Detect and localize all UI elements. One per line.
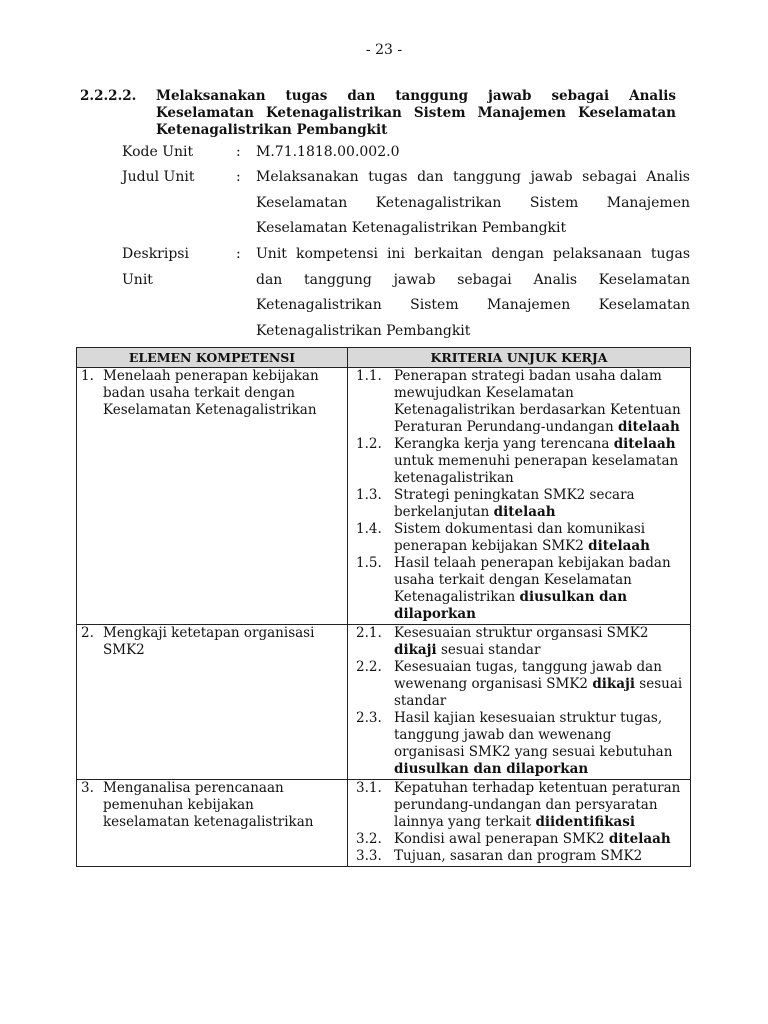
kriteria-text bbox=[394, 436, 686, 487]
kriteria-action-verb: diidentifikasi bbox=[535, 814, 636, 830]
kriteria-text bbox=[394, 625, 686, 659]
competency-table bbox=[76, 347, 691, 867]
kriteria-statement: Strategi peningkatan SMK2 secara berkelanjutan bbox=[394, 487, 635, 520]
elemen-cell bbox=[77, 625, 348, 780]
elemen-cell bbox=[77, 368, 348, 625]
kriteria-statement: Kondisi awal penerapan SMK2 bbox=[394, 831, 605, 847]
elemen-cell bbox=[77, 780, 348, 867]
kriteria-item bbox=[352, 368, 686, 436]
meta-kode-unit bbox=[122, 140, 692, 166]
table-row bbox=[77, 780, 691, 867]
section-title: Melaksanakan tugas dan tanggung jawab sebagai Analis Keselamatan Ketenagalistrikan Sistem Manajemen Keselamatan Ketenagalistrikan Pembangkit bbox=[156, 88, 676, 138]
kriteria-action-verb: diusulkan dan dilaporkan bbox=[394, 589, 628, 622]
kriteria-item bbox=[352, 521, 686, 555]
kriteria-number: 3.2. bbox=[356, 831, 382, 847]
kriteria-number: 1.5. bbox=[356, 555, 382, 571]
kriteria-statement: Hasil telaah penerapan kebijakan badan usaha terkait dengan Keselamatan Ketenagalistrikan bbox=[394, 555, 671, 605]
kriteria-action-verb: ditelaah bbox=[617, 419, 680, 435]
kriteria-statement: Sistem dokumentasi dan komunikasi penerapan kebijakan SMK2 bbox=[394, 521, 646, 554]
elemen-item bbox=[81, 368, 343, 419]
deskripsi-unit-colon: : bbox=[236, 246, 241, 262]
kriteria-text bbox=[394, 555, 686, 623]
kriteria-item bbox=[352, 831, 686, 848]
kriteria-number: 1.1. bbox=[356, 368, 382, 384]
kriteria-item bbox=[352, 436, 686, 487]
kriteria-cell bbox=[348, 368, 691, 625]
kriteria-number: 2.3. bbox=[356, 710, 382, 726]
kriteria-statement: Kesesuaian tugas, tanggung jawab dan wewenang organisasi SMK2 bbox=[394, 659, 662, 692]
kriteria-number: 3.3. bbox=[356, 848, 382, 864]
judul-unit-colon: : bbox=[236, 169, 241, 185]
kriteria-item bbox=[352, 780, 686, 831]
kriteria-item bbox=[352, 659, 686, 710]
kriteria-action-verb: ditelaah bbox=[588, 538, 650, 554]
section-number: 2.2.2.2. bbox=[80, 88, 137, 104]
elemen-item bbox=[81, 780, 343, 831]
kriteria-cell bbox=[348, 625, 691, 780]
judul-unit-value: Melaksanakan tugas dan tanggung jawab sebagai Analis Keselamatan Ketenagalistrikan Sistem Manajemen Keselamatan Ketenagalistrikan Pembangkit bbox=[256, 169, 690, 236]
kriteria-number: 1.3. bbox=[356, 487, 382, 503]
elemen-item bbox=[81, 625, 343, 659]
kriteria-item bbox=[352, 710, 686, 778]
kriteria-statement: Kerangka kerja yang terencana bbox=[394, 436, 610, 452]
kode-unit-value: M.71.1818.00.002.0 bbox=[256, 144, 400, 160]
header-elemen-kompetensi: ELEMEN KOMPETENSI bbox=[77, 348, 348, 368]
kriteria-number: 1.4. bbox=[356, 521, 382, 537]
elemen-number: 1. bbox=[81, 368, 94, 384]
elemen-text: Menganalisa perencanaan pemenuhan kebijakan keselamatan ketenagalistrikan bbox=[103, 780, 314, 830]
kriteria-number: 1.2. bbox=[356, 436, 382, 452]
deskripsi-unit-value: Unit kompetensi ini berkaitan dengan pelaksanaan tugas dan tanggung jawab sebagai Analis Keselamatan Ketenagalistrikan Sistem Manajemen Keselamatan Ketenagalistrikan Pembangkit bbox=[256, 246, 690, 339]
kriteria-item bbox=[352, 487, 686, 521]
table-body bbox=[77, 368, 691, 867]
kriteria-statement: Kepatuhan terhadap ketentuan peraturan perundang-undangan dan persyaratan lainnya yang terkait bbox=[394, 780, 681, 830]
kriteria-item bbox=[352, 555, 686, 623]
kriteria-text bbox=[394, 710, 686, 778]
kriteria-text bbox=[394, 521, 686, 555]
kriteria-text bbox=[394, 848, 686, 865]
kriteria-statement: Tujuan, sasaran dan program SMK2 bbox=[394, 848, 643, 864]
header-kriteria-unjuk-kerja: KRITERIA UNJUK KERJA bbox=[348, 348, 691, 368]
elemen-text: Mengkaji ketetapan organisasi SMK2 bbox=[103, 625, 315, 658]
table-row bbox=[77, 625, 691, 780]
kriteria-text bbox=[394, 487, 686, 521]
kriteria-cell bbox=[348, 780, 691, 867]
kriteria-number: 3.1. bbox=[356, 780, 382, 796]
kriteria-continuation: sesuai standar bbox=[394, 676, 683, 709]
deskripsi-label-line1: Deskripsi bbox=[122, 246, 189, 262]
meta-deskripsi-unit bbox=[122, 242, 692, 344]
kriteria-text bbox=[394, 780, 686, 831]
kode-unit-colon: : bbox=[236, 144, 241, 160]
kriteria-number: 2.2. bbox=[356, 659, 382, 675]
kriteria-action-verb: ditelaah bbox=[493, 504, 556, 520]
kriteria-text bbox=[394, 831, 686, 848]
elemen-number: 3. bbox=[81, 780, 94, 796]
kriteria-item bbox=[352, 625, 686, 659]
kriteria-action-verb: dikaji bbox=[394, 642, 437, 658]
kriteria-statement: Hasil kajian kesesuaian struktur tugas, tanggung jawab dan wewenang organisasi SMK2 yang sesuai kebutuhan bbox=[394, 710, 673, 760]
kriteria-number: 2.1. bbox=[356, 625, 382, 641]
meta-judul-unit bbox=[122, 165, 692, 242]
elemen-text: Menelaah penerapan kebijakan badan usaha terkait dengan Keselamatan Ketenagalistrikan bbox=[103, 368, 319, 418]
table-header-row bbox=[77, 348, 691, 368]
kriteria-text bbox=[394, 368, 686, 436]
kriteria-item bbox=[352, 848, 686, 865]
kriteria-action-verb: dikaji bbox=[592, 676, 635, 692]
elemen-number: 2. bbox=[81, 625, 94, 641]
kriteria-continuation: untuk memenuhi penerapan keselamatan ketenagalistrikan bbox=[394, 453, 679, 486]
deskripsi-unit-label bbox=[122, 242, 236, 344]
kriteria-statement: Kesesuaian struktur organsasi SMK2 bbox=[394, 625, 649, 641]
table-row bbox=[77, 368, 691, 625]
kriteria-continuation: sesuai standar bbox=[440, 642, 541, 658]
kriteria-action-verb: diusulkan dan dilaporkan bbox=[394, 761, 589, 777]
deskripsi-label-line2: Unit bbox=[122, 271, 153, 288]
kriteria-statement: Penerapan strategi badan usaha dalam mewujudkan Keselamatan Ketenagalistrikan berdasarkan Ketentuan Peraturan Perundang-undangan bbox=[394, 368, 681, 435]
kriteria-text bbox=[394, 659, 686, 710]
kode-unit-label: Kode Unit bbox=[122, 144, 194, 160]
kriteria-action-verb: ditelaah bbox=[608, 831, 671, 847]
kriteria-action-verb: ditelaah bbox=[613, 436, 676, 452]
judul-unit-label: Judul Unit bbox=[122, 169, 195, 185]
page-number: - 23 - bbox=[365, 42, 403, 58]
